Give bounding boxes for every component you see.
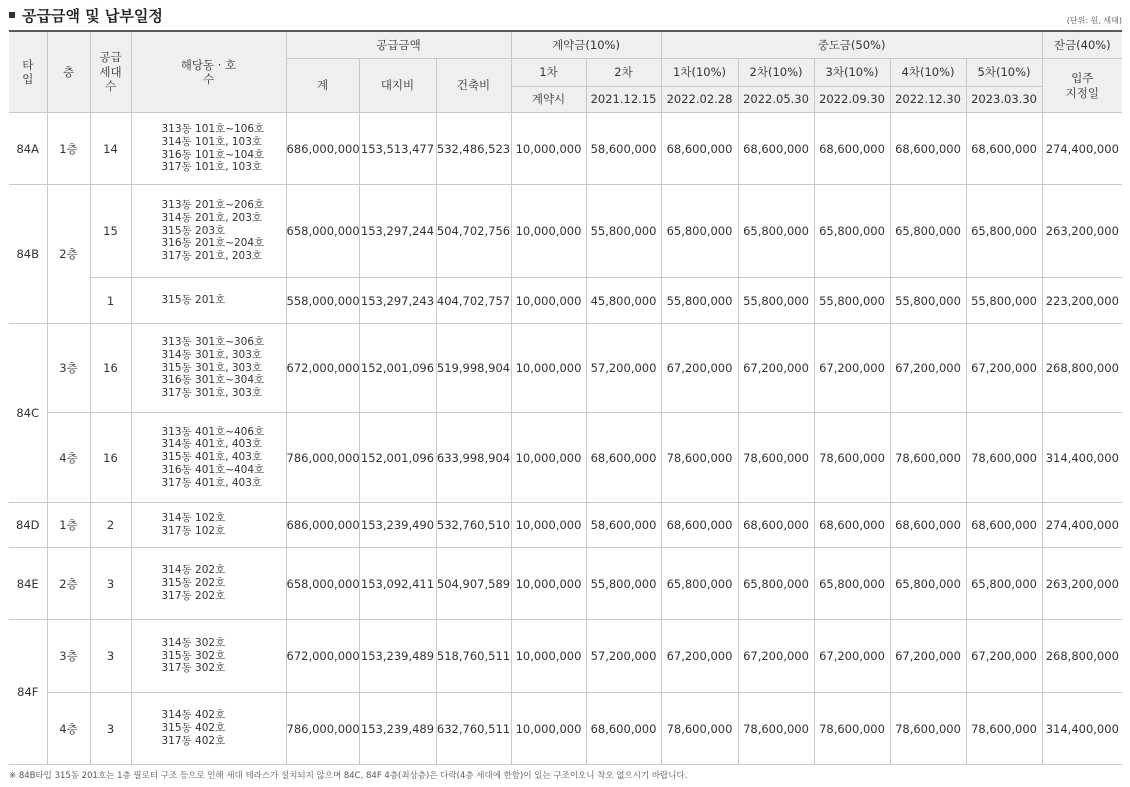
units-cell [131,278,286,324]
balance-cell: 263,200,000 [1042,185,1122,278]
contract-1-cell: 10,000,000 [511,693,586,765]
mid-3-cell: 78,600,000 [814,693,890,765]
mid-5-cell: 65,800,000 [966,185,1042,278]
land-cell: 153,513,477 [359,113,436,185]
households-cell: 3 [90,693,131,765]
contract-1-cell: 10,000,000 [511,503,586,548]
households-cell: 16 [90,324,131,413]
unit-line: 317동 201호, 203호 [161,250,263,263]
mid-4-cell: 67,200,000 [890,324,966,413]
mid-4-cell: 78,600,000 [890,413,966,503]
header-mid-5: 5차(10%) [966,59,1042,87]
footnote: ※ 84B타입 315동 201호는 1층 필로티 구조 등으로 인해 세대 테라스가 설치되지 않으며 84C, 84F 4층(최상층)은 다락(4층 세대에 한함)이 있는 구조이오니 착오 없으시기 바랍니다. [9,771,688,781]
header-mid-1-date: 2022.02.28 [661,87,738,113]
unit-line: 317동 202호 [161,589,226,602]
header-contract-2-date: 2021.12.15 [586,87,661,113]
units-cell [131,324,286,413]
page-title [9,5,163,26]
unit-line: 314동 401호, 403호 [161,438,263,451]
floor-cell: 4층 [47,413,90,503]
unit-line: 315동 202호 [161,577,226,590]
total-cell: 786,000,000 [286,693,359,765]
building-cell: 532,486,523 [436,113,511,185]
mid-5-cell: 68,600,000 [966,503,1042,548]
table-row [9,324,1122,413]
balance-cell: 314,400,000 [1042,693,1122,765]
mid-5-cell: 65,800,000 [966,548,1042,620]
header-type: 타입 [9,31,47,113]
mid-5-cell: 67,200,000 [966,324,1042,413]
mid-2-cell: 67,200,000 [738,620,814,693]
mid-3-cell: 68,600,000 [814,113,890,185]
header-mid-5-date: 2023.03.30 [966,87,1042,113]
land-cell: 152,001,096 [359,413,436,503]
floor-cell: 1층 [47,113,90,185]
building-cell: 532,760,510 [436,503,511,548]
total-cell: 786,000,000 [286,413,359,503]
households-cell: 14 [90,113,131,185]
contract-2-cell: 57,200,000 [586,324,661,413]
land-cell: 153,092,411 [359,548,436,620]
unit-line: 315동 302호 [161,649,226,662]
unit-line: 316동 401호~404호 [161,463,265,476]
unit-line: 314동 101호, 103호 [161,135,263,148]
total-cell: 558,000,000 [286,278,359,324]
contract-1-cell: 10,000,000 [511,185,586,278]
mid-5-cell: 78,600,000 [966,693,1042,765]
unit-note: (단위: 원, 세대) [1066,16,1122,25]
table-row [9,413,1122,503]
unit-line: 314동 102호 [161,512,226,525]
mid-4-cell: 67,200,000 [890,620,966,693]
type-cell: 84B [9,185,47,324]
table-row [9,693,1122,765]
households-cell: 15 [90,185,131,278]
table-body [9,113,1122,765]
balance-cell: 274,400,000 [1042,503,1122,548]
unit-line: 313동 101호~106호 [161,122,265,135]
floor-cell: 3층 [47,324,90,413]
households-cell: 3 [90,548,131,620]
balance-cell: 263,200,000 [1042,548,1122,620]
table-row [9,620,1122,693]
header-contract-1-date: 계약시 [511,87,586,113]
type-cell: 84A [9,113,47,185]
households-cell: 1 [90,278,131,324]
header-supply-group: 공급금액 [286,31,511,59]
header-contract-1: 1차 [511,59,586,87]
unit-line: 315동 402호 [161,722,226,735]
building-cell: 504,907,589 [436,548,511,620]
mid-4-cell: 68,600,000 [890,113,966,185]
table-row [9,113,1122,185]
units-cell [131,503,286,548]
units-cell [131,693,286,765]
header-total: 계 [286,59,359,113]
contract-1-cell: 10,000,000 [511,324,586,413]
header-mid-4-date: 2022.12.30 [890,87,966,113]
mid-5-cell: 55,800,000 [966,278,1042,324]
unit-line: 313동 201호~206호 [161,199,265,211]
unit-line: 313동 401호~406호 [161,425,265,438]
mid-3-cell: 67,200,000 [814,620,890,693]
table-header [9,31,1122,113]
households-cell: 2 [90,503,131,548]
unit-line: 317동 402호 [161,734,226,747]
floor-cell: 2층 [47,185,90,324]
mid-4-cell: 68,600,000 [890,503,966,548]
title-row [9,4,1122,30]
mid-1-cell: 78,600,000 [661,413,738,503]
floor-cell: 2층 [47,548,90,620]
mid-1-cell: 65,800,000 [661,185,738,278]
header-mid-4: 4차(10%) [890,59,966,87]
households-cell: 3 [90,620,131,693]
households-cell: 16 [90,413,131,503]
mid-3-cell: 55,800,000 [814,278,890,324]
land-cell: 153,297,244 [359,185,436,278]
units-cell [131,413,286,503]
contract-2-cell: 57,200,000 [586,620,661,693]
header-mid-group: 중도금(50%) [661,31,1042,59]
total-cell: 686,000,000 [286,503,359,548]
unit-line: 315동 401호, 403호 [161,451,263,464]
mid-2-cell: 68,600,000 [738,113,814,185]
contract-2-cell: 45,800,000 [586,278,661,324]
header-mid-2-date: 2022.05.30 [738,87,814,113]
supply-price-table [9,30,1122,765]
unit-line: 315동 301호, 303호 [161,361,263,374]
mid-1-cell: 68,600,000 [661,503,738,548]
unit-line: 317동 401호, 403호 [161,476,263,489]
mid-2-cell: 67,200,000 [738,324,814,413]
balance-cell: 268,800,000 [1042,620,1122,693]
contract-1-cell: 10,000,000 [511,278,586,324]
mid-1-cell: 78,600,000 [661,693,738,765]
unit-line: 314동 301호, 303호 [161,348,263,361]
contract-2-cell: 68,600,000 [586,413,661,503]
type-cell: 84C [9,324,47,503]
contract-2-cell: 58,600,000 [586,113,661,185]
mid-2-cell: 65,800,000 [738,548,814,620]
units-cell [131,185,286,278]
building-cell: 504,702,756 [436,185,511,278]
unit-line: 315동 203호 [161,224,226,237]
mid-1-cell: 67,200,000 [661,620,738,693]
contract-1-cell: 10,000,000 [511,113,586,185]
header-floor: 층 [47,31,90,113]
floor-cell: 1층 [47,503,90,548]
building-cell: 632,760,511 [436,693,511,765]
unit-line: 316동 101호~104호 [161,148,265,161]
mid-2-cell: 78,600,000 [738,693,814,765]
mid-5-cell: 68,600,000 [966,113,1042,185]
units-cell [131,548,286,620]
land-cell: 152,001,096 [359,324,436,413]
unit-line: 315동 201호 [161,294,226,307]
total-cell: 658,000,000 [286,548,359,620]
header-land: 대지비 [359,59,436,113]
unit-line: 316동 301호~304호 [161,374,265,387]
contract-1-cell: 10,000,000 [511,548,586,620]
mid-1-cell: 65,800,000 [661,548,738,620]
mid-3-cell: 78,600,000 [814,413,890,503]
units-cell [131,620,286,693]
header-units: 해당동 · 호수 [131,31,286,113]
type-cell: 84E [9,548,47,620]
unit-line: 317동 301호, 303호 [161,387,263,400]
header-households: 공급세대수 [90,31,131,113]
balance-cell: 268,800,000 [1042,324,1122,413]
mid-4-cell: 65,800,000 [890,548,966,620]
mid-5-cell: 78,600,000 [966,413,1042,503]
mid-3-cell: 68,600,000 [814,503,890,548]
type-cell: 84D [9,503,47,548]
contract-1-cell: 10,000,000 [511,620,586,693]
header-mid-2: 2차(10%) [738,59,814,87]
header-balance-group: 잔금(40%) [1042,31,1122,59]
mid-2-cell: 65,800,000 [738,185,814,278]
floor-cell: 3층 [47,620,90,693]
building-cell: 518,760,511 [436,620,511,693]
table-row [9,548,1122,620]
bullet-square-icon [9,12,15,18]
unit-line: 314동 302호 [161,636,226,649]
total-cell: 672,000,000 [286,324,359,413]
unit-line: 313동 301호~306호 [161,336,265,348]
building-cell: 404,702,757 [436,278,511,324]
header-building: 건축비 [436,59,511,113]
mid-5-cell: 67,200,000 [966,620,1042,693]
mid-3-cell: 67,200,000 [814,324,890,413]
mid-2-cell: 78,600,000 [738,413,814,503]
unit-line: 317동 302호 [161,662,226,675]
total-cell: 672,000,000 [286,620,359,693]
header-balance-date: 입주 지정일 [1042,59,1122,113]
header-mid-3-date: 2022.09.30 [814,87,890,113]
unit-line: 314동 201호, 203호 [161,211,263,224]
units-cell [131,113,286,185]
page-title-text: 공급금액 및 납부일정 [22,7,163,25]
floor-cell: 4층 [47,693,90,765]
type-cell: 84F [9,620,47,765]
balance-cell: 223,200,000 [1042,278,1122,324]
land-cell: 153,239,489 [359,620,436,693]
total-cell: 686,000,000 [286,113,359,185]
table-row [9,503,1122,548]
header-contract-2: 2차 [586,59,661,87]
mid-2-cell: 55,800,000 [738,278,814,324]
unit-line: 317동 102호 [161,525,226,537]
contract-2-cell: 55,800,000 [586,548,661,620]
contract-2-cell: 55,800,000 [586,185,661,278]
mid-4-cell: 65,800,000 [890,185,966,278]
mid-4-cell: 55,800,000 [890,278,966,324]
header-mid-1: 1차(10%) [661,59,738,87]
header-contract-group: 계약금(10%) [511,31,661,59]
header-mid-3: 3차(10%) [814,59,890,87]
land-cell: 153,297,243 [359,278,436,324]
table-row [9,278,1122,324]
unit-line: 316동 201호~204호 [161,237,265,250]
mid-3-cell: 65,800,000 [814,548,890,620]
balance-cell: 274,400,000 [1042,113,1122,185]
mid-2-cell: 68,600,000 [738,503,814,548]
mid-3-cell: 65,800,000 [814,185,890,278]
contract-2-cell: 68,600,000 [586,693,661,765]
mid-1-cell: 55,800,000 [661,278,738,324]
contract-2-cell: 58,600,000 [586,503,661,548]
contract-1-cell: 10,000,000 [511,413,586,503]
unit-line: 314동 202호 [161,564,226,577]
building-cell: 519,998,904 [436,324,511,413]
building-cell: 633,998,904 [436,413,511,503]
land-cell: 153,239,489 [359,693,436,765]
mid-1-cell: 67,200,000 [661,324,738,413]
unit-line: 314동 402호 [161,709,226,722]
table-row [9,185,1122,278]
mid-4-cell: 78,600,000 [890,693,966,765]
unit-line: 317동 101호, 103호 [161,161,263,174]
mid-1-cell: 68,600,000 [661,113,738,185]
land-cell: 153,239,490 [359,503,436,548]
total-cell: 658,000,000 [286,185,359,278]
balance-cell: 314,400,000 [1042,413,1122,503]
